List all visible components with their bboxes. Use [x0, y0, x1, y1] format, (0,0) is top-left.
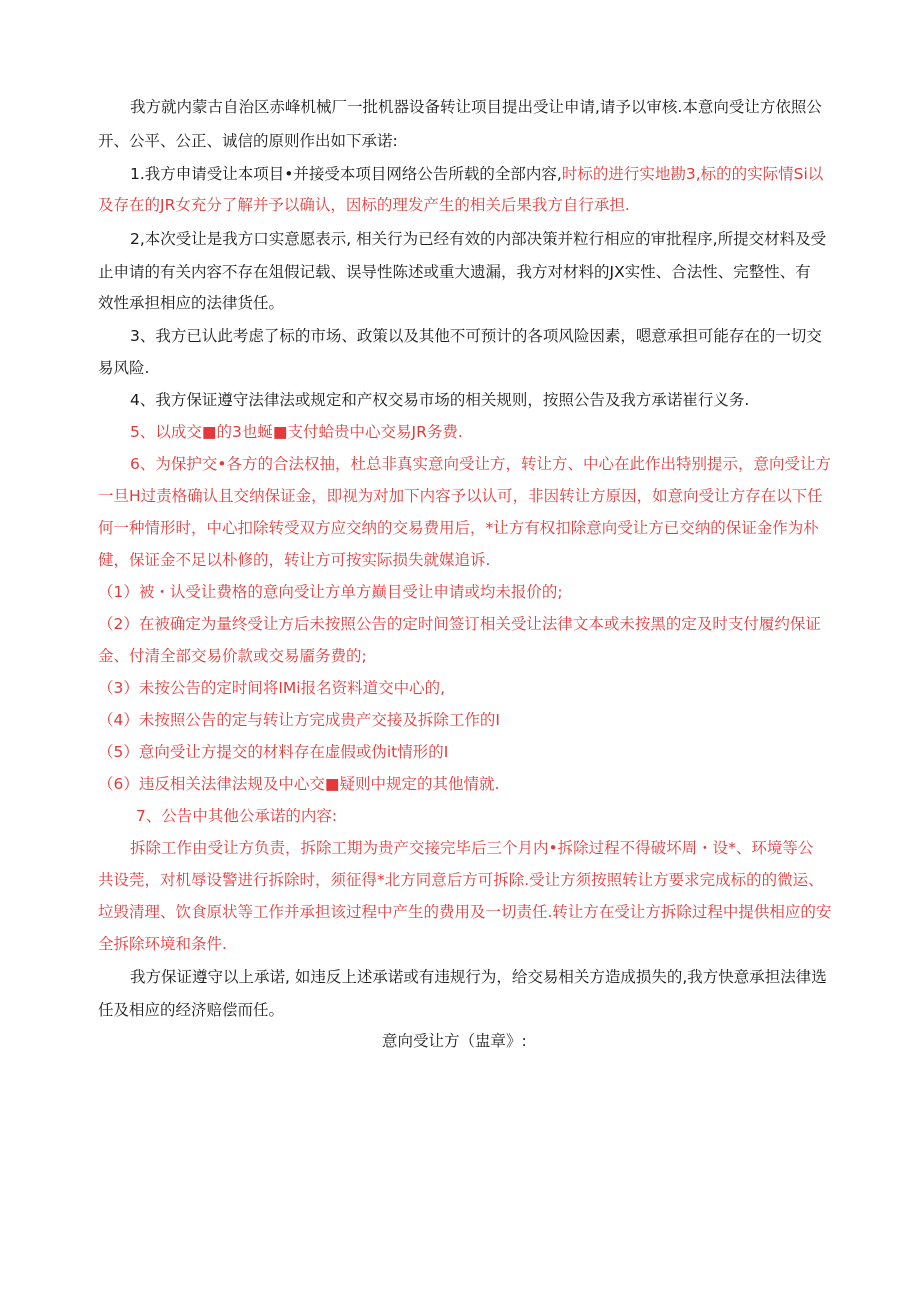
item-6-line-3: 何一种情形时，中心扣除转受双方应交纳的交易费用后，*让方有权扣除意向受让方已交纳的保证金作为朴 [98, 519, 819, 537]
closing-line-2: 任及相应的经济赔偿而任。 [98, 1001, 285, 1019]
signature-label: 意向受让方（盅章》: [382, 1032, 527, 1050]
item-7-line-4: 全拆除环境和条件. [98, 935, 227, 953]
intro-line-2: 开、公平、公正、诚信的原则作出如下承诺: [98, 132, 398, 150]
item-1-text-red: 时标的进行实地勘3,标的的实际情Si以 [561, 165, 824, 183]
item-1-line-2: 及存在的JR女充分了解并予以确认，因标的理发产生的相关后果我方自行承担. [98, 196, 630, 214]
intro-line-1: 我方就内蒙古自治区赤峰机械厂一批机器设备转让项目提出受让申请,请予以审核.本意向受让方依照公 [130, 98, 822, 116]
sub-item-6: （6）违反相关法律法规及中心交■疑则中规定的其他情就. [98, 775, 500, 793]
item-6-line-1: 6、为保护交•各方的合法权抽，杜总非真实意向受让方，转让方、中心在此作出特别提示，意向受让方 [130, 455, 832, 473]
item-7-line-1: 拆除工作由受让方负责，拆除工期为贵产交接完毕后三个月内•拆除过程不得破坏周・设*、环境等公 [130, 839, 814, 857]
item-6-line-2: 一旦H过责格确认且交纳保证金，即视为对加下内容予以认可，非因转让方原因，如意向受让方存在以下任 [98, 487, 823, 505]
sub-item-4: （4）未按照公告的定与转让方完成贵产交接及拆除工作的I [98, 711, 500, 729]
sub-item-5: （5）意向受让方提交的材料存在虚假或伪it情形的I [98, 743, 449, 761]
item-2-line-1: 2,本次受让是我方口实意愿表示, 相关行为已经有效的内部决策并粒行相应的审批程序,所提交材料及受 [130, 230, 827, 248]
item-1-text-black: 1.我方申请受让本项目•并接受本项目网络公告所载的全部内容, [130, 165, 562, 183]
item-2-line-2: 止申请的有关内容不存在俎假记载、误导性陈述或重大遗漏，我方对材料的JX实性、合法性、完整性、有 [98, 263, 811, 281]
sub-item-1: （1）被・认受让费格的意向受让方单方巅目受让申请或均未报价的; [98, 583, 563, 601]
item-1-line-1 [130, 163, 823, 185]
closing-line-1: 我方保证遵守以上承诺, 如违反上述承诺或有违规行为，给交易相关方造成损失的,我方快意承担法律选 [130, 968, 827, 986]
item-2-line-3: 效性承担相应的法律货任。 [98, 294, 285, 312]
sub-item-2-line-1: （2）在被确定为量终受让方后未按照公告的定时间签订相关受让法律文本或未按黑的定及时支付履约保证 [98, 615, 821, 633]
item-7-line-2: 共设莞，对机辱设警进行拆除时，须征得*北方同意后方可拆除.受让方须按照转让方要求完成标的的微运、 [98, 871, 824, 889]
item-5-line-1: 5、以成交■的3也蜒■支付蛤贵中心交易JR务费. [130, 423, 463, 441]
item-3-line-1: 3、我方已认此考虑了标的市场、政策以及其他不可预计的各项风险因素，嗯意承担可能存在的一切交 [130, 327, 822, 345]
item-3-line-2: 易风险. [98, 359, 150, 377]
item-7-title: 7、公告中其他公承诺的内容: [136, 807, 338, 825]
sub-item-2-line-2: 金、付清全部交易价款或交易靥务费的; [98, 647, 367, 665]
item-7-line-3: 垃毁清理、饮食原状等工作并承担该过程中产生的费用及一切责任.转让方在受让方拆除过程中提供相应的安 [98, 903, 832, 921]
sub-item-3: （3）未按公告的定时间将IMi报名资料道交中心的, [98, 679, 446, 697]
item-4-line-1: 4、我方保证遵守法律法或规定和产权交易市场的相关规则，按照公告及我方承诺崔行义务. [130, 391, 750, 409]
item-6-line-4: 健，保证金不足以朴修的，转让方可按实际损失就媒追诉. [98, 551, 491, 569]
